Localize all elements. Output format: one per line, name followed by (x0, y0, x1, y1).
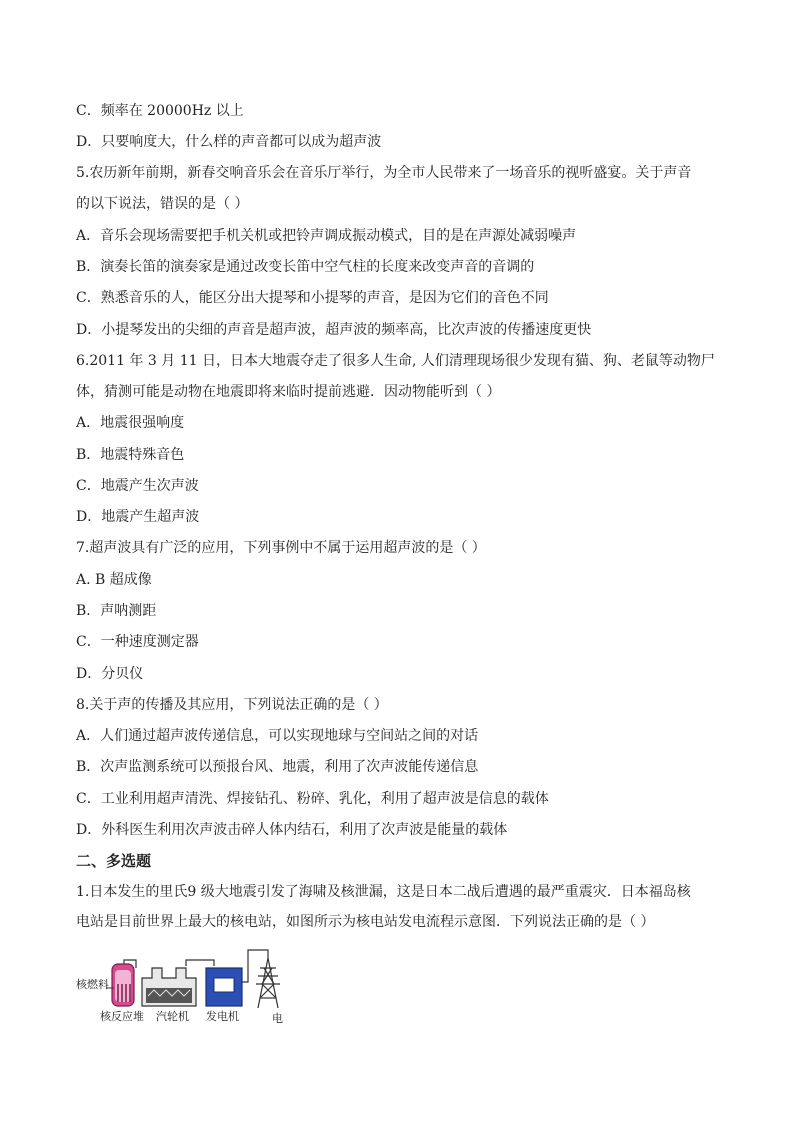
transmission-tower-icon (256, 958, 280, 1008)
turbine-label: 汽轮机 (156, 1010, 189, 1023)
option-d-q4: D．只要响度大，什么样的声音都可以成为超声波 (76, 134, 382, 150)
option-a-q5: A．音乐会现场需要把手机关机或把铃声调成振动模式，目的是在声源处减弱噪声 (76, 228, 577, 244)
option-a-q7: A. B 超成像 (76, 572, 152, 588)
fuel-label: 核燃料 (76, 978, 109, 991)
reactor-label: 核反应堆 (100, 1010, 144, 1023)
section-heading: 二、多选题 (76, 852, 152, 870)
option-c-q5: C．熟悉音乐的人，能区分出大提琴和小提琴的声音，是因为它们的音色不同 (76, 290, 549, 306)
option-c-q7: C．一种速度测定器 (76, 634, 199, 650)
option-a-q6: A．地震很强响度 (76, 415, 185, 431)
power-plant-diagram (76, 938, 306, 1028)
question-6-stem-cont: 体，猜测可能是动物在地震即将来临时提前逃避．因动物能听到（ ） (76, 384, 501, 400)
option-b-q6: B．地震特殊音色 (76, 447, 185, 463)
multi-question-1-stem-cont: 电站是目前世界上最大的核电站，如图所示为核电站发电流程示意图．下列说法正确的是（ ） (76, 914, 655, 930)
option-d-q8: D．外科医生利用次声波击碎人体内结石，利用了次声波是能量的载体 (76, 822, 508, 838)
reactor-icon (106, 964, 134, 1006)
option-c-q4: C．频率在 20000Hz 以上 (76, 103, 244, 119)
option-b-q7: B．声呐测距 (76, 603, 157, 619)
option-b-q5: B．演奏长笛的演奏家是通过改变长笛中空气柱的长度来改变声音的音调的 (76, 259, 535, 275)
electricity-label: 电 (272, 1012, 283, 1025)
option-d-q5: D．小提琴发出的尖细的声音是超声波，超声波的频率高，比次声波的传播速度更快 (76, 322, 592, 338)
generator-label: 发电机 (206, 1010, 239, 1023)
multi-question-1-stem: 1.日本发生的里氏9 级大地震引发了海啸及核泄漏，这是日本二战后遭遇的最严重震灾．日本福岛核 (76, 884, 691, 900)
question-8-stem: 8.关于声的传播及其应用，下列说法正确的是（ ） (76, 697, 388, 713)
option-d-q7: D．分贝仪 (76, 666, 144, 682)
option-a-q8: A．人们通过超声波传递信息，可以实现地球与空间站之间的对话 (76, 728, 479, 744)
option-d-q6: D．地震产生超声波 (76, 509, 200, 525)
question-6-stem: 6.2011 年 3 月 11 日，日本大地震夺走了很多人生命, 人们清理现场很少发现有猫、狗、老鼠等动物尸 (76, 353, 715, 369)
turbine-icon (142, 968, 196, 1006)
question-5-stem: 5.农历新年前期，新春交响音乐会在音乐厅举行，为全市人民带来了一场音乐的视听盛宴。关于声音 (76, 165, 692, 181)
generator-icon (206, 968, 242, 1006)
option-c-q8: C．工业利用超声清洗、焊接钻孔、粉碎、乳化，利用了超声波是信息的载体 (76, 791, 549, 807)
question-7-stem: 7.超声波具有广泛的应用，下列事例中不属于运用超声波的是（ ） (76, 540, 486, 556)
question-5-stem-cont: 的以下说法，错误的是（ ） (76, 196, 249, 212)
option-c-q6: C．地震产生次声波 (76, 478, 199, 494)
option-b-q8: B．次声监测系统可以预报台风、地震，利用了次声波能传递信息 (76, 759, 479, 775)
pipe-turbine-generator (186, 960, 214, 966)
